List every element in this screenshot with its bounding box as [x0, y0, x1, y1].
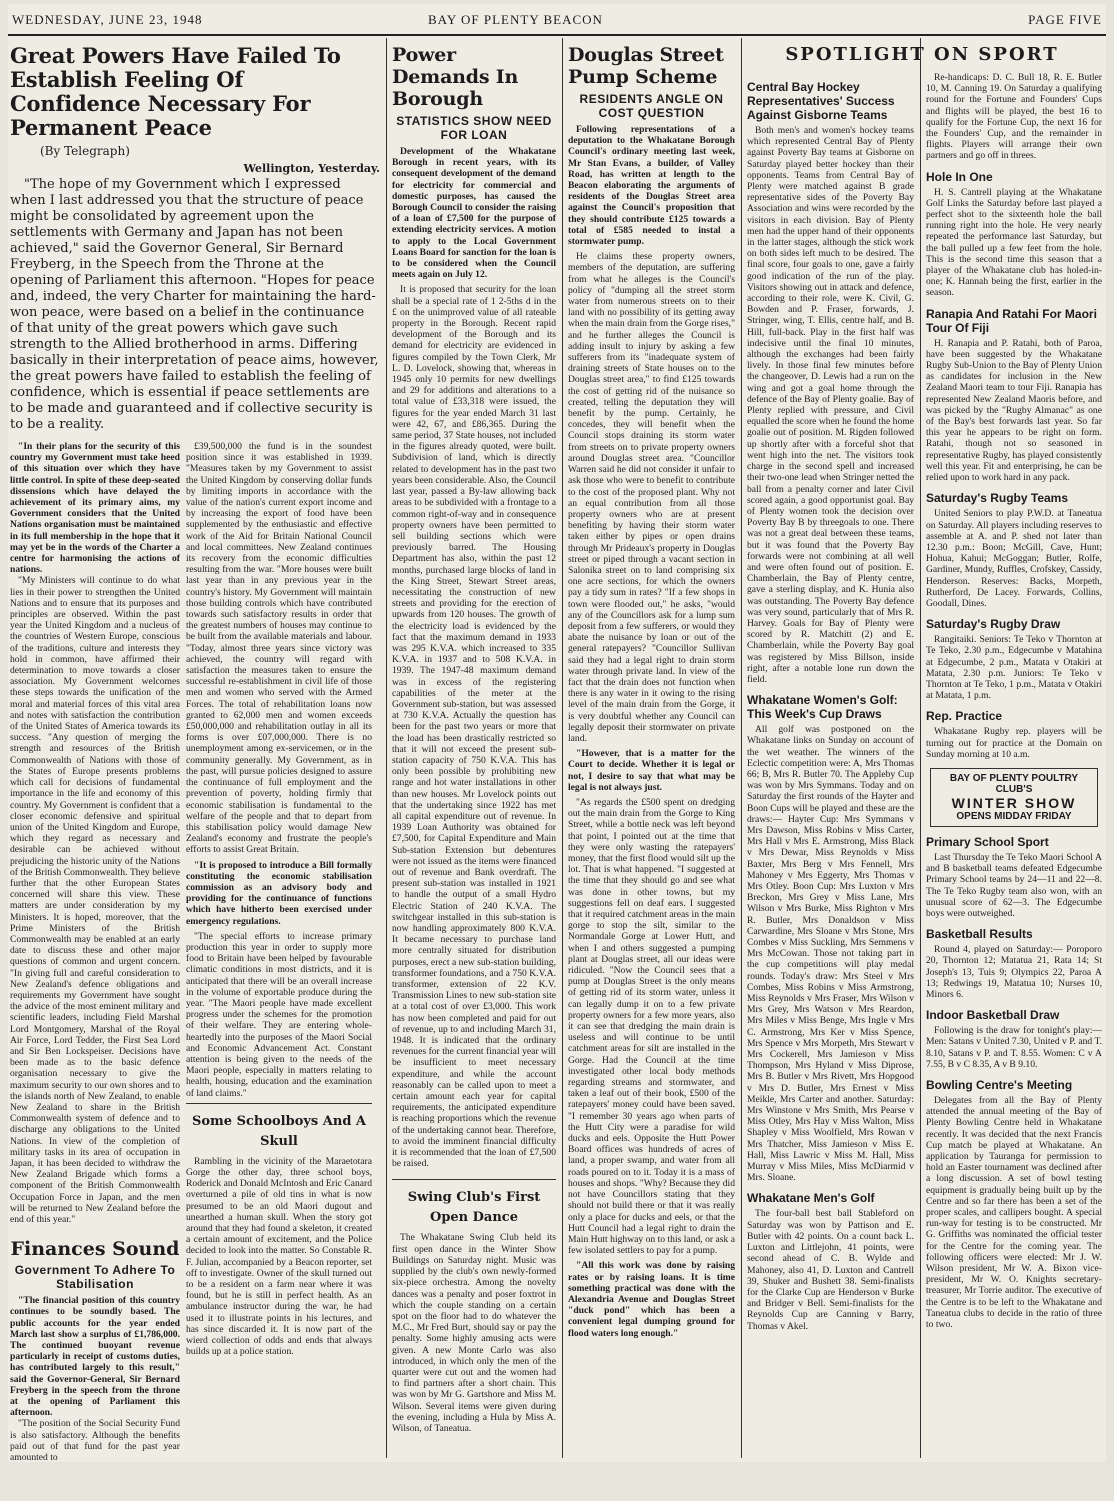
column-rule [562, 38, 563, 1458]
sport-section-basketball [926, 927, 1102, 1000]
section-headline: Ranapia And Ratahi For Maori Tour Of Fiji [926, 306, 1097, 335]
article-paragraph: "The financial position of this country continues to be soundly based. The public accounts for the year ended March last show a surplus of £1,786,000. The continued buoyant revenue particularly in receipt of customs duties, has contributed largely to this result," said the Governor-General, Sir Bernard Freyberg in the speech from the throne at the opening of Parliament this afternoon. [10, 1295, 180, 1419]
article-paragraph: "As regards the £500 spent on dredging out the main drain from the Gorge to King Street, while a bottle neck was left beyond that point, I pointed out at the time that they were only wasting the ratepayers' money, that the first flood would silt up the lot. That is what happened. "I suggested at the time that they should go and see what was done in other towns, but my suggestions fell on deaf ears. I suggested that it required catchment areas in the main gorge to stop the silt, similar to the Normandale Gorge at Lower Hutt, and when I and others suggested a pumping plant at Douglas street, all our ideas were ridiculed. "Now the Council sees that a pump at Douglas Street is the only means of getting rid of its storm water, unless it can legally dump it on to a few private property owners for a few more years, also it can see that dredging the main drain is useless and will continue to be until catchment areas for silt are installed in the Gorge. Had the Council at the time investigated other local body methods regarding streams and stormwater, and taken a leaf out of their book, £500 of the ratepayers' money could have been saved. "I remember 30 years ago when parts of the Hutt City were a paradise for wild ducks and eels. Opposite the Hutt Power Board offices was hundreds of acres of land, a proper swamp, and water from all roads poured on to it. Today it is a mass of houses and shops. "Why? Because they did not have Councillors stating that they should not build there or that it was really only a place for ducks and eels, or that the Hutt Council had a legal right to drain the Main Hutt highway on to this land, or ask a few isolated settlers to pay for a pump. [568, 796, 735, 1257]
article-headline: Great Powers Have Failed To Establish Feeling Of Confidence Necessary For Permanent Peace [10, 43, 341, 140]
sport-section-rugby-draw [926, 617, 1102, 701]
sport-section-hole-in-one [926, 170, 1102, 299]
power-article [392, 38, 556, 1458]
sport-column-right [926, 38, 1102, 1458]
article-dateline: Wellington, Yesterday. [243, 162, 380, 175]
section-headline: Bowling Centre's Meeting [926, 1078, 1073, 1092]
section-headline: Basketball Results [926, 927, 1033, 942]
article-paragraph: "The special efforts to increase primary production this year in order to supply more food to Britain have been helped by favourable climatic conditions in most districts, and it is anticipated that there will be an overall increase in the volume of exportable produce during the year. "The Maori people have made excellent progress under the schemes for the promotion of their welfare. They are entering whole-heartedly into the purposes of the Maori Social and Economic Advancement Act. Constant attention is being given to the needs of the Maori people, especially in matters relating to health, housing, education and the examination of land claims." [186, 930, 372, 1099]
article-lead: "The hope of my Government which I expressed when I last addressed you that the structure of peace might be consolidated by agreement upon the settlements with Germany and Japan has not been achieved," said the Governor General, Sir Bernard Freyberg, in the Speech from the Throne at the opening of Parliament this afternoon. "Hopes for peace and, indeed, the very Charter for maintaining the hard-won peace, were based on a belief in the continuance of that unity of the great powers which gave such strength to the Allied brotherhood in arms. Differing basically in their interpretation of peace aims, however, the great powers have failed to establish the feeling of confidence, which is essential if peace settlements are to be made and guaranteed and if collective security is to be a reality. [10, 177, 379, 432]
article-paragraph: The Whakatane Swing Club held its first open dance in the Winter Show Buildings on Saturday night. Music was supplied by the club's own newly-formed six-piece orchestra. Among the novelty dances was a penalty and poser foxtrot in which the couple standing on a certain spot on the floor had to do whatever the M.C., Mr Fred Burt, should say or pay the penalty. Some highly amusing acts were given. A new Monte Carlo was also introduced, in which only the men of the quarter were cut out and the women had to find partners after a short chain. This was won by Mr G. Gartshore and Miss M. Wilson. Several items were given during the evening, including a Hula by Miss A. Wilson, of Taneatua. [392, 1232, 556, 1434]
spotlight-title: SPOTLIGHT ON SPORT [785, 44, 1059, 65]
article-subheadline: RESIDENTS ANGLE ON COST QUESTION [579, 92, 724, 120]
sport-section-bowling [926, 1078, 1102, 1330]
finances-headline: Finances Sound [10, 1238, 180, 1261]
sport-section-primary-school [926, 835, 1102, 919]
section-headline: Primary School Sport [926, 834, 1049, 849]
article-headline: Douglas Street Pump Scheme [568, 44, 724, 88]
masthead [8, 4, 1106, 36]
article-paragraph: It is proposed that security for the loan shall be a special rate of 1 2-5ths d in the £ on the unimproved value of all rateable property in the Borough. Recent rapid development of the Borough and its demand for electricity are evidenced in figures compiled by the Town Clerk, Mr L. D. Lovelock, showing that, whereas in 1945 only 10 permits for new dwellings and 29 for additions and alterations to a total value of £33,318 were issued, the figures for the year ended March 31 last were 42, 67, and £86,365. During the same period, 37 State houses, not included in the figures already quoted, were built. Subdivision of land, which is directly related to development has in the past two years been considerable. Also, the Council last year, passed a By-law allowing back areas to be subdivided with a frontage to a common right-of-way and in consequence property owners have been permitted to sell building sections which were previously barred. The Housing Department has also, within the past 12 months, purchased large blocks of land in the King Street, Stewart Street areas, necessitating the construction of new streets and providing for the erection of upwards from 120 houses. The growth of the electricity load is evidenced by the fact that the maximum demand in 1933 was 295 K.V.A. which increased to 335 K.V.A. in 1937 and to 508 K.V.A. in 1939. The 1947-48 maximum demand was in excess of the registering capabilities of the meter at the Government sub-station, but was assessed at 730 K.V.A. Actually the question has been for the past two years or more that the load has been drastically restricted so that it will not exceed the present sub-station capacity of 750 K.V.A. This has only been possible by prohibiting new range and hot water installations in other than new houses. Mr Lovelock points out that the undertaking since 1922 has met all capital expenditure out of revenue. In 1939 Loan Authority was obtained for £7,500, for Capital Expenditure and Main Sub-station Extension but debentures were not issued as the items were financed out of revenue and Bank overdraft. The present sub-station was installed in 1921 to handle the output of a small Hydro Electric Station of 240 K.V.A. The switchgear installed in this sub-station is now handling approximately 800 K.V.A. It became necessary to purchase land more centrally situated for distribution purposes, erect a new sub-station building, transformer foundations, and a 750 K.V.A. transformer, extension of 22 K.V. Transmission Lines to new sub-station site at a total cost of over £3,000. This work has now been completed and paid for out of revenue, up to and including March 31, 1948. It is indicated that the ordinary revenues for the current financial year will be insufficient to meet necessary expenditure, and while the account reasonably can be called upon to meet a certain amount each year for capital requirements, the anticipated expenditure is reaching proportions which the revenue of the undertaking cannot bear. Therefore, to avoid the imminent financial difficulty it is recommended that the loan of £7,500 be raised. [392, 284, 556, 1170]
article-paragraph: "It is proposed to introduce a Bill formally constituting the economic stabilisation commission as an advisory body and providing for the continuance of functions which have hitherto been exercised under emergency regulations. [186, 859, 372, 927]
section-headline: Hole In One [926, 169, 993, 184]
section-headline: Saturday's Rugby Draw [926, 617, 1061, 632]
article-paragraph: "However, that is a matter for the Court to decide. Whether it is legal or not, I desire to say that what may be legal is not always just. [568, 748, 735, 793]
peace-right-subcolumn [186, 441, 372, 1357]
sport-section-indoor-basketball [926, 1008, 1102, 1070]
article-paragraph: £39,500,000 the fund is in the soundest position since it was established in 1939. "Measures taken by my Government to assist the United Kingdom by conserving dollar funds by limiting imports in accordance with the value of the nation's current export income and by increasing the export of food have been supplemented by the enthusiastic and effective work of the Aid for Britain National Council and local committees. New Zealand continues its recovery from the economic difficulties resulting from the war. "More houses were built last year than in any previous year in the country's history. My Government will maintain those building controls which have contributed towards such satisfactory results in order that the greatest numbers of houses may continue to be built from the available materials and labour. "Today, almost three years since victory was achieved, the country will regard with satisfaction the measures taken to ensure the successful re-establishment in civil life of those men and women who served with the Armed Forces. The total of rehabilitation loans now granted to 62,000 men and women exceeds £50,000,000 and rehabilitation outlay in all its forms is over £07,000,000. There is no unemployment among ex-servicemen, or in the community generally. My Government, as in the past, will pursue policies designed to assure the continuance of full employment and the prevention of poverty, holding firmly that economic stabilisation is fundamental to the welfare of the people and that to depart from this stabilisation policy would damage New Zealand's economy and frustrate the people's efforts to assist Great Britain. [186, 441, 372, 856]
article-paragraph: Rambling in the vicinity of the Maraetotara Gorge the other day, three school boys, Roderick and Donald McIntosh and Eric Canard overturned a pile of old tins in what is now presumed to be an old Maori dugout and unearthed a human skull. When the story got around that they had found a skeleton, it created a certain amount of excitement, and the Police decided to look into the matter. So Constable R. F. Julian, accompanied by a Beacon reporter, set off to investigate. Owner of the skull turned out to be a resident on a farm near where it was found, but he is still in perfect health. As an ambulance instructor during the war, he had used it to illustrate points in his lectures, and has since discarded it. It is now part of the wierd collection of odds and ends that always builds up at a police station. [186, 1155, 372, 1358]
article-paragraph: Delegates from all the Bay of Plenty attended the annual meeting of the Bay of Plenty Bowling Centre held in Whakatane recently. It was decided that the next Francis Cup match be played at Whakatane. An application by Tauranga for permission to hold an Easter tournament was declined after a long discussion. A set of bowl testing equipment is gradually being built up by the Centre and so far there has been a set of the proper scales, and callipers bought. A special run-way for testing is to be constructed. Mr G. Griffiths was nominated the official tester for the Centre for the coming year. The following officers were elected: Mr J. W. Wilson president, Mr W. A. Bixon vice-president, Mr W. O. Knights secretary-treasurer, Mr Torrie auditor. The executive of the Centre is to be left to the Whakatane and Taneatua clubs to decide in the ratio of three to two. [926, 1095, 1102, 1331]
column-rule [386, 38, 387, 1458]
article-paragraph: "The position of the Social Security Fund is also satisfactory. Although the benefits paid out of that fund for the past year amounted to [10, 1418, 180, 1464]
article-paragraph: All golf was postponed on the Whakatane links on Sunday on account of the wet weather. The winners of the Eclectic competition were: A, Mrs Thomas 66; B, Mrs R. Butler 70. The Appleby Cup was won by Mrs Symmans. Today and on Saturday the first rounds of the Hayter and Boon Cups will be played and these are the draws:— Hayter Cup: Mrs Symmans v Mrs Dawson, Miss Robins v Miss Carter, Mrs Hall v Mrs E. Armstrong, Miss Black v Mrs Dewar, Miss Reynolds v Miss Baxter, Mrs Berg v Mrs Fennell, Mrs Mahoney v Mrs Eggerty, Mrs Thomas v Mrs Otley. Boon Cup: Mrs Luxton v Mrs Breckon, Mrs Grey v Miss Lane, Mrs Wilson v Mrs Burke, Miss Righton v Mrs R. Butler, Mrs Donaldson v Miss Carwardine, Mrs Sloane v Mrs Stone, Mrs Combes v Miss Suckling, Mrs Semmens v Mrs McCowan. Those not taking part in the cup competitions will play medal rounds. Today's draw: Mrs Steel v Mrs Combes, Miss Robins v Miss Armstrong, Miss Reynolds v Mrs Fraser, Mrs Wilson v Mrs Grey, Mrs Watson v Mrs Reardon, Mrs Miles v Miss Benge, Mrs Ingle v Mrs C. Armstrong, Mrs Ker v Miss Spence, Mrs Spence v Mrs Morpeth, Mrs Stewart v Mrs Cockerell, Mrs Jamieson v Miss Thompson, Mrs Hyland v Miss Diprose, Mrs B. Butler v Mrs Rivett, Mrs Hopgood v Mrs D. Butler, Mrs Ernest v Miss Meikle, Mrs Carter and another. Saturday: Mrs Winstone v Mrs Smith, Mrs Pearse v Miss Otley, Mrs Hay v Miss Walton, Miss Shapley v Miss Woolfield, Mrs Rowan v Mrs Thatcher, Miss Jamieson v Miss E. Hall, Miss Lawric v Miss M. Hall, Miss Murray v Miss Miles, Miss McDiarmid v Mrs. Sloane. [747, 724, 914, 1184]
advert-line: BAY OF PLENTY POULTRY CLUB'S [949, 772, 1079, 795]
sport-section-ranapia [926, 307, 1102, 484]
womens-golf-headline: Whakatane Women's Golf: This Week's Cup Draws [747, 693, 898, 722]
article-paragraph: Whakatane Rugby rep. players will be turning out for practice at the Domain on Sunday morning at 10 a.m. [926, 726, 1102, 760]
article-paragraph: Last Thursday the Te Teko Maori School A and B basketball teams defeated Edgecumbe Primary School teams by 24—11 and 22—8. The Te Teko Rugby team also won, with an unusual score of 62—3. The Edgecumbe boys were outweighed. [926, 851, 1102, 919]
article-headline: Power Demands In Borough [392, 44, 519, 110]
sport-section-rugby-teams [926, 491, 1102, 609]
article-paragraph: Re-handicaps: D. C. Bull 18, R. E. Butler 10, M. Canning 19. On Saturday a qualifying round for the Fortune and Founders' Cups and flights will be played, the best 16 to qualify for the Fortune Cup, the next 16 for the Founders' Cup, and the remainder in flights. Players will arrange their own partners and go off in threes. [926, 72, 1102, 162]
section-headline: Indoor Basketball Draw [926, 1008, 1060, 1023]
article-paragraph: Round 4, played on Saturday:— Poroporo 20, Thornton 12; Matatua 21, Rata 14; St Joseph's 13, Tuis 9; Olympics 22, Paroa A 13; Redwings 19, Matatua 10; Nurses 10, Minors 6. [926, 944, 1102, 1000]
schoolboys-headline: Some Schoolboys And A Skull [191, 1113, 367, 1149]
page-number: PAGE FIVE [1028, 12, 1102, 27]
article-paragraph: United Seniors to play P.W.D. at Taneatua on Saturday. All players including reserves to assemble at A. and P. shed not later than 12.30 p.m.: Boon; McGill, Cave, Hunt; Hohua, Kahui; McGoggan; Butler, Rolfe, Gardiner, Mundy, Ruffles, Crofskey, Cassidy, Henderson. Reserves: Backs, Morpeth, Rutherford, De Lacey. Forwards, Collins, Goodall, Dines. [926, 508, 1102, 609]
issue-date: WEDNESDAY, JUNE 23, 1948 [12, 12, 203, 27]
hockey-headline: Central Bay Hockey Representatives' Success Against Gisborne Teams [747, 80, 895, 122]
mens-golf-headline: Whakatane Men's Golf [747, 1191, 875, 1206]
article-paragraph: Both men's and women's hockey teams which represented Central Bay of Plenty against Poverty Bay teams at Gisborne on Saturday played better hockey than their opponents. Teams from Central Bay of Plenty were matched against B grade representative sides of the Poverty Bay Association and wins were recorded by the visitors in each division. Bay of Plenty men had the upper hand of their opponents in the latter stages, although the stick work on both sides left much to be desired. The final score, four goals to one, gave a fairly good indication of the run of the play. Visitors showing out in attack and defence, according to their role, were K. Civil, G. Bowden and P. Fraser, forwards, J. Stringer, wing, T. Ellis, centre half, and B. Hill, full-back. Play in the first half was indecisive until the final 10 minutes, although the exchanges had been fairly lively. In those final few minutes before the changeover, D. Lewis had a run on the wing and got a goal home through the defence of the Bay of Plenty goalie. Bay of Plenty replied with pressure, and Civil equalled the score when he found the home goalie out of position. M. Rigden followed up shortly after with a forceful shot that went high into the net. The visitors took charge in the second spell and increased their two-one lead when Stringer netted the ball from a penalty corner and later Civil scored again, a good opportunist goal. Bay of Plenty women took the decision over Poverty Bay B by threegoals to one. There was not a great deal between these teams, but it was found that the Poverty Bay forwards were not combining at all well and were often found out of position. E. Chamberlain, the Bay of Plenty centre, gave a sterling display, and K. Hunia also was outstanding. The Poverty Bay defence was very sound, particularly that of Mrs R. Harvey. Goals for Bay of Plenty were scored by R. Matchitt (2) and E. Chamberlain, while the Poverty Bay goal was registered by Miss Billson, inside right, after a notable lone run down the field. [747, 125, 914, 685]
finances-subheadline: Government To Adhere To Stabilisation [14, 1263, 176, 1292]
poultry-show-advert [930, 768, 1098, 827]
article-subheadline: STATISTICS SHOW NEED FOR LOAN [396, 114, 552, 142]
article-paragraph: "My Ministers will continue to do what lies in their power to strengthen the United Nations and to ensure that its purposes and principles are observed. Within the past year the United Kingdom and a nucleus of the countries of Western Europe, conscious of the traditions, culture and interests they hold in common, have affirmed their determination to move towards a closer association. My Government welcomes these steps towards the unification of the moral and material forces of this vital area and notes with satisfaction the contribution of the United States of America towards its success. "Any question of merging the strength and resources of the British Commonwealth of Nations with those of the States of Europe presents problems which call for decisions of fundamental importance in the life and economy of this country. My Government is confident that a closer economic defensive and spiritual union of the United Kingdom and Europe, which they regard as necessary and desirable can be achieved without prejudicing the historic unity of the Nations of the British Commonwealth. They believe further that the other European States concerned will share this view. These matters are under consideration by my Ministers. It is hoped, moreover, that the Prime Ministers of the British Commonwealth may be enabled at an early date to discuss these and other major questions of common and urgent concern. "In giving full and careful consideration to New Zealand's defence obligations and requirements my Government have sought the advice of the most eminent military and scientific leaders, including Field Marshal Lord Montgomery, Marshal of the Royal Air Force, Lord Tedder, the First Sea Lord and Sir Ben Lockspeiser. Decisions have been made as to the basic defence organisation necessary to give the maximum security to our own shores and to the islands north of New Zealand, to enable New Zealand to share in the British Commonwealth system of defence and to discharge any obligations to the United Nations. In view of the completion of military tasks in its area of occupation in Japan, it has been decided to withdraw the New Zealand Brigade which forms a component of the British Commonwealth Occupation Force in Japan, and the men will be returned to New Zealand before the end of this year." [10, 575, 180, 1226]
article-paragraph: Following is the draw for tonight's play:— Men: Satans v United 7.30, United v P. and T. 8.10, Satans v P. and T. 8.55. Women: C v A 7.55, B v C 8.35, A v B 9.10. [926, 1025, 1102, 1070]
sport-section-rep-practice [926, 709, 1102, 760]
paper-name: BAY OF PLENTY BEACON [428, 12, 603, 27]
peace-article [10, 38, 380, 1464]
column-rule [920, 38, 921, 1458]
peace-left-subcolumn [10, 441, 180, 1463]
section-headline: Rep. Practice [926, 709, 1003, 724]
article-paragraph: H. S. Cantrell playing at the Whakatane Golf Links the Saturday before last played a perfect shot to the sixteenth hole the ball running right into the hole. He very nearly repeated the performance last Saturday, but the ball pulled up a few feet from the hole. This is the second time this season that a player of the Whakatane club has holed-in-one; K. Hannah being the first, earlier in the season. [926, 186, 1102, 299]
article-paragraph: "In their plans for the security of this country my Government must take heed of this situation over which they have little control. In spite of these deep-seated dissensions which have delayed the achievement of its primary aims, my Government considers that the United Nations organisation must be maintained in its full membership in the hope that it may yet be in the words of the Charter a centre for harmonising the actions of nations. [10, 441, 180, 576]
article-paragraph: Development of the Whakatane Borough in recent years, with its consequent development of the demand for electricity for commercial and domestic purposes, has caused the Borough Council to consider the raising of a loan of £7,500 for the purpose of extending electricity services. A motion to apply to the Local Government Loans Board for sanction for the loan is to be considered when the Council meets again on July 12. [392, 146, 556, 281]
article-paragraph: H. Ranapia and P. Ratahi, both of Paroa, have been suggested by the Whakatane Rugby Sub-Union to the Bay of Plenty Union as candidates for inclusion in the New Zealand Maori team to tour Fiji. Ranapia has represented New Zealand Maoris before, and was picked by the "Rugby Almanac" as one of the Bay's best forwards last year. So far this year he appears to be right on form. Ratahi, though not so seasoned in representative Rugby, has played consistently well this year. Fit and enterprising, he can be relied upon to work hard in any pack. [926, 337, 1102, 484]
article-paragraph: "All this work was done by raising rates or by raising loans. It is time something practical was done with the Alexandria Avenue and Douglas Street "duck pond" which has been a convenient legal dumping ground for flood waters long enough." [568, 1260, 735, 1339]
advert-line: WINTER SHOW [951, 794, 1077, 811]
section-headline: Saturday's Rugby Teams [926, 491, 1069, 506]
article-byline: (By Telegraph) [40, 144, 130, 158]
article-paragraph: Following representations of a deputation to the Whakatane Borough Council's ordinary meeting last week, Mr Stan Evans, a builder, of Valley Road, has written at length to the Beacon elaborating the arguments of residents of the Douglas Street area against the Council's proposition that they should contribute £125 towards a total of £585 needed to instal a stormwater pump. [568, 124, 735, 248]
swing-headline: Swing Club's First Open Dance [407, 1190, 541, 1226]
article-paragraph: He claims these property owners, members of the deputation, are suffering from what he alleges is the Council's policy of "dumping all the street storm water from numerous streets on to their land with no possibility of its getting away when the main drain from the Gorge rises," and he further alleges the Council is adding insult to injury by asking a few sufferers from its "inadequate system of draining streets of State houses on to the Douglas street area," to find £125 towards the cost of getting rid of the nuisance so created, telling the deputation they will benefit by the pump. Certainly, he concedes, they will benefit when the Council stops draining its storm water from streets on to private property owners around Douglas street area. "Councillor Warren said he did not consider it unfair to ask those who were to benefit to contribute to the cost of the proposed plant. Why not an equal contribution from all those property owners who are at present benefiting by having their storm water taken either by pipes or open drains through Mr Prideaux's property in Douglas street or piped through a vacant section in Salonika street on to land comprising six one acre sections, for which the owners pay a tidy sum in rates? "If a few shops in town were flooded out," he asks, "would any of the Councillors ask for a lump sum deposit from a few sufferers, or would they abate the nuisance by loan or out of the general ratepayers? "Councillor Sullivan said they had a legal right to drain storm water through private land. In view of the fact that the drain does not function when there is any water in it owing to the rising level of the main drain from the Gorge, it is very doubtful whether any Council can legally deposit their stormwater on private land. [568, 251, 735, 744]
advert-line: OPENS MIDDAY FRIDAY [956, 810, 1072, 822]
newspaper-page [8, 4, 1106, 1462]
article-paragraph: Rangitaiki. Seniors: Te Teko v Thornton at Te Teko, 2.30 p.m., Edgecumbe v Matahina at Edgecumbe, 2 p.m., Matata v Otakiri at Matata, 2.30 p.m. Juniors: Te Teko v Thornton at Te Teko, 1 p.m., Matata v Otakiri at Matata, 1 p.m. [926, 634, 1102, 702]
column-rule [741, 38, 742, 1458]
article-paragraph: The four-ball best ball Stableford on Saturday was won by Pattison and E. Butler with 42 points. On a count back L. Luxton and Littlejohn, 41 points, were second ahead of C. B. Wylde and Mahoney, also 41, D. Luxton and Cantrell 39, Shuker and Bushett 38. Semi-finalists for the Clarke Cup are Henderson v Burke and Bridger v Bell. Semi-finalists for the Reynolds Cup are Canning v Barry, Thomas v Akel. [747, 1208, 914, 1332]
pump-article [568, 38, 735, 1458]
